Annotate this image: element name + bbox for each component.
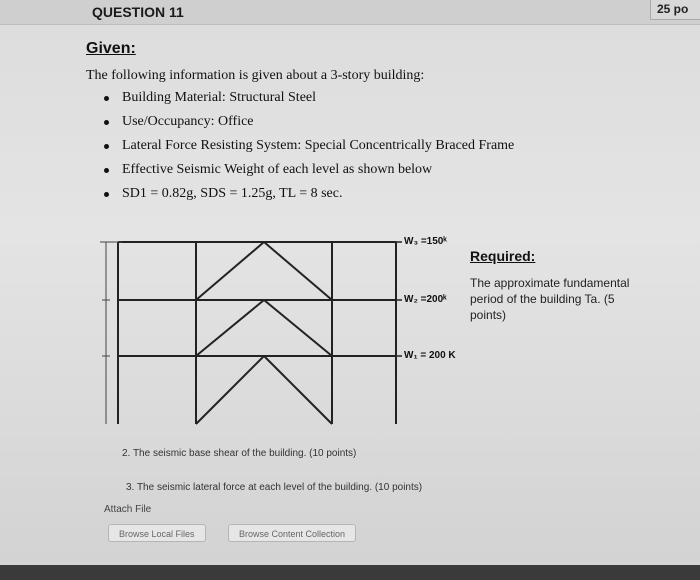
required-item-1: The approximate fundamental period of the building Ta. (5 points) [470,276,630,322]
brace [264,300,332,356]
required-item-2: 2. The seismic base shear of the building. (10 points) [122,448,357,459]
brace [196,356,264,424]
braced-frame-diagram [96,228,436,438]
list-item: Lateral Force Resisting System: Special Concentrically Braced Frame [104,134,514,158]
weight-label-level1: W₁ = 200 K [404,350,456,361]
given-intro: The following information is given about a 3-story building: [86,68,425,83]
list-item: SD1 = 0.82g, SDS = 1.25g, TL = 8 sec. [104,182,514,206]
given-list [104,86,514,206]
question-header [0,0,700,25]
browse-local-files-button[interactable]: Browse Local Files [108,524,206,542]
brace [196,300,264,356]
browse-content-collection-button[interactable]: Browse Content Collection [228,524,356,542]
list-item: Use/Occupancy: Office [104,110,514,134]
screen-edge [0,565,700,580]
question-title: QUESTION 11 [92,4,184,20]
given-heading: Given: [86,40,136,57]
list-item: Effective Seismic Weight of each level as shown below [104,158,514,182]
brace [264,242,332,300]
list-item: Building Material: Structural Steel [104,86,514,110]
weight-label-roof: W₃ =150ᵏ [404,236,447,247]
attach-file-label: Attach File [104,504,152,515]
required-item-3: 3. The seismic lateral force at each level of the building. (10 points) [126,482,423,493]
points-label: 25 po [650,0,700,20]
brace [264,356,332,424]
brace [196,242,264,300]
weight-label-level2: W₂ =200ᵏ [404,294,447,305]
required-heading: Required: [470,248,536,264]
